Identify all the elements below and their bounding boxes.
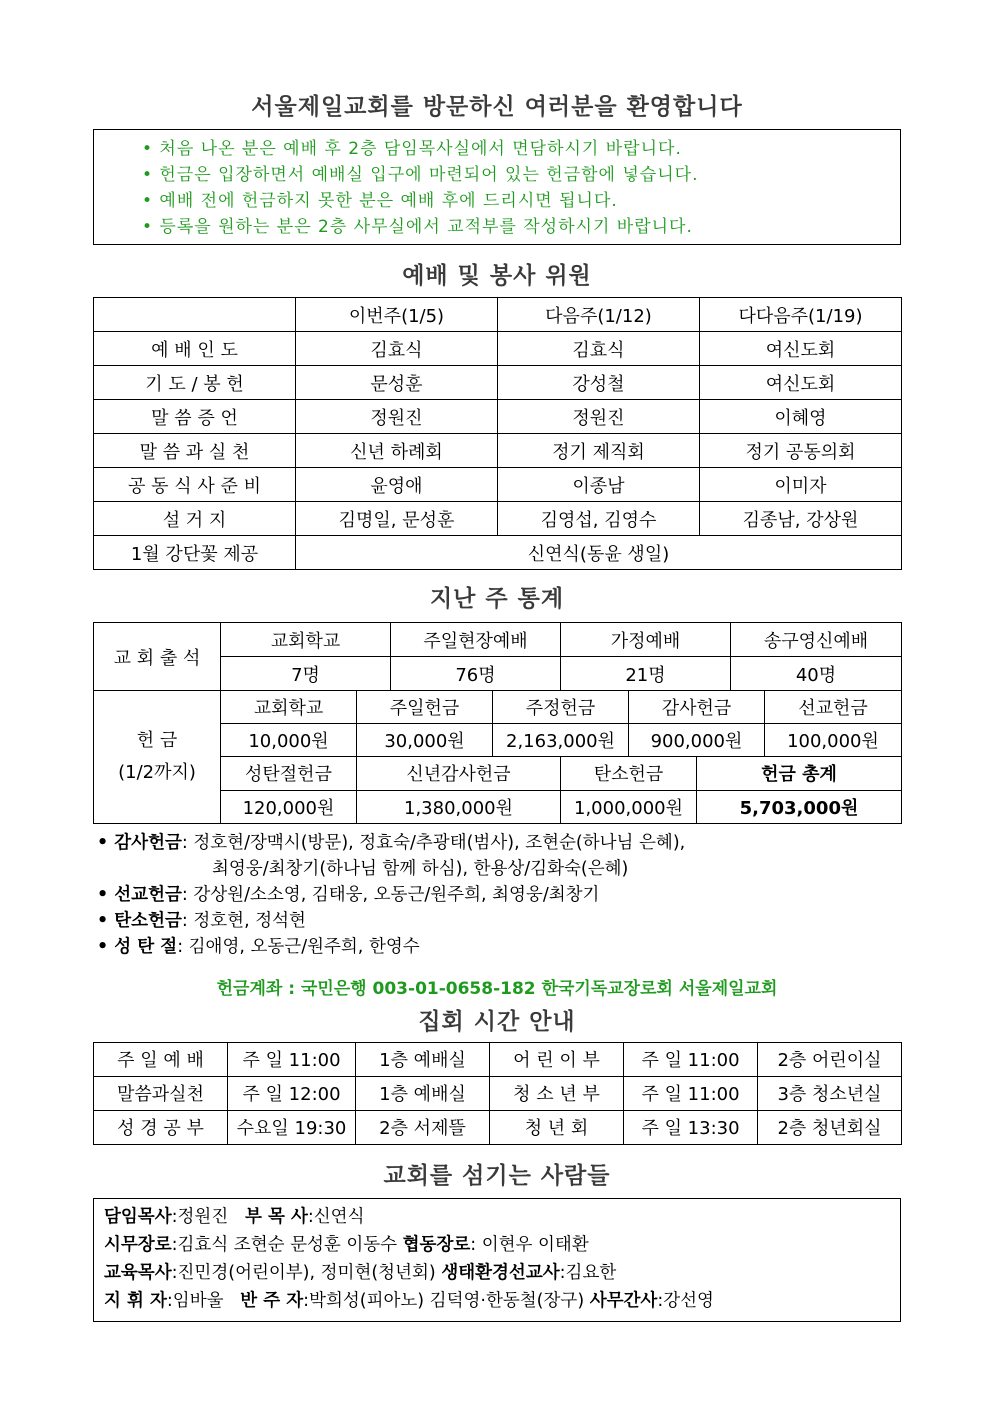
staff-role: 협동장로 bbox=[402, 1234, 471, 1255]
meeting-name: 말씀과실천 bbox=[94, 1076, 228, 1110]
table-row bbox=[94, 1076, 902, 1110]
table-cell: 2,163,000원 bbox=[493, 723, 629, 756]
table-cell: 7명 bbox=[221, 657, 391, 691]
table-cell: 120,000원 bbox=[221, 790, 357, 823]
role-cell: 기 도 / 봉 헌 bbox=[94, 366, 296, 400]
table-cell: 김명일, 문성훈 bbox=[296, 502, 498, 536]
staff-names: :신연식 bbox=[307, 1206, 365, 1227]
table-cell: 40명 bbox=[731, 657, 902, 691]
note-text: : 정호현/장맥시(방문), 정효숙/추광태(범사), 조현순(하나님 은혜), bbox=[181, 832, 686, 853]
meeting-place: 2층 서제뜰 bbox=[356, 1110, 490, 1144]
table-header: 다음주(1/12) bbox=[498, 298, 700, 332]
note-label: • 성 탄 절 bbox=[97, 936, 178, 957]
meeting-time: 주 일 12:00 bbox=[228, 1076, 356, 1110]
service-table bbox=[93, 297, 902, 570]
table-row bbox=[94, 1110, 902, 1144]
meeting-time: 주 일 13:30 bbox=[624, 1110, 758, 1144]
staff-names: :박희성(피아노) 김덕영·한동철(장구) bbox=[303, 1290, 585, 1311]
meeting-place: 2층 어린이실 bbox=[758, 1042, 902, 1076]
note-carbon bbox=[93, 908, 901, 934]
table-cell: 이종남 bbox=[498, 468, 700, 502]
table-cell: 김효식 bbox=[498, 332, 700, 366]
table-cell: 윤영애 bbox=[296, 468, 498, 502]
offering-sub: (1/2까지) bbox=[118, 761, 196, 783]
staff-role: 담임목사 bbox=[104, 1206, 172, 1227]
table-cell: 정원진 bbox=[296, 400, 498, 434]
table-header: 주일헌금 bbox=[357, 690, 493, 723]
meeting-place: 1층 예배실 bbox=[356, 1042, 490, 1076]
note-thanks bbox=[93, 830, 901, 856]
note-label: • 감사헌금 bbox=[97, 832, 182, 853]
staff-role: 생태환경선교사 bbox=[441, 1262, 560, 1283]
total-header: 헌금 총계 bbox=[697, 756, 902, 790]
meeting-time: 주 일 11:00 bbox=[624, 1042, 758, 1076]
attendance-table bbox=[93, 622, 902, 691]
role-cell: 말 씀 증 언 bbox=[94, 400, 296, 434]
staff-role: 시무장로 bbox=[104, 1234, 172, 1255]
table-header: 주일현장예배 bbox=[391, 623, 561, 657]
table-header: 감사헌금 bbox=[629, 690, 765, 723]
staff-title: 교회를 섬기는 사람들 bbox=[383, 1162, 611, 1189]
staff-names: :정원진 bbox=[171, 1206, 229, 1227]
table-row bbox=[94, 1042, 902, 1076]
table-row bbox=[94, 536, 902, 570]
table-header: 이번주(1/5) bbox=[296, 298, 498, 332]
meetings-title: 집회 시간 안내 bbox=[418, 1008, 576, 1035]
table-header: 송구영신예배 bbox=[731, 623, 902, 657]
table-header: 주정헌금 bbox=[493, 690, 629, 723]
table-cell: 이혜영 bbox=[700, 400, 902, 434]
note-text: : 정호현, 정석현 bbox=[181, 910, 306, 931]
table-cell: 문성훈 bbox=[296, 366, 498, 400]
staff-names: :임바울 bbox=[166, 1290, 224, 1311]
staff-names: :김요한 bbox=[559, 1262, 617, 1283]
table-cell: 정원진 bbox=[498, 400, 700, 434]
bulletin-page bbox=[93, 88, 901, 1322]
attendance-label: 교 회 출 석 bbox=[94, 623, 221, 691]
table-header bbox=[94, 298, 296, 332]
offering-notes bbox=[93, 830, 901, 960]
table-cell: 신년 하례회 bbox=[296, 434, 498, 468]
meetings-table bbox=[93, 1042, 902, 1145]
table-cell: 김종남, 강상원 bbox=[700, 502, 902, 536]
offering-label: 헌 금 bbox=[136, 729, 178, 751]
staff-role: 반 주 자 bbox=[240, 1290, 304, 1311]
role-cell: 설 거 지 bbox=[94, 502, 296, 536]
table-cell: 김영섭, 김영수 bbox=[498, 502, 700, 536]
meeting-name: 청 소 년 부 bbox=[490, 1076, 624, 1110]
staff-role: 부 목 사 bbox=[244, 1206, 308, 1227]
table-cell: 여신도회 bbox=[700, 366, 902, 400]
table-cell: 여신도회 bbox=[700, 332, 902, 366]
meeting-name: 주 일 예 배 bbox=[94, 1042, 228, 1076]
table-cell: 900,000원 bbox=[629, 723, 765, 756]
welcome-item: • 헌금은 입장하면서 예배실 입구에 마련되어 있는 헌금함에 넣습니다. bbox=[142, 165, 699, 185]
table-row bbox=[94, 690, 902, 723]
table-row bbox=[94, 623, 902, 657]
note-christmas bbox=[93, 934, 901, 960]
table-header: 선교헌금 bbox=[765, 690, 902, 723]
meeting-place: 3층 청소년실 bbox=[758, 1076, 902, 1110]
meeting-name: 성 경 공 부 bbox=[94, 1110, 228, 1144]
table-header: 탄소헌금 bbox=[561, 756, 697, 790]
stats-title: 지난 주 통계 bbox=[429, 586, 565, 612]
meeting-place: 2층 청년회실 bbox=[758, 1110, 902, 1144]
table-cell: 1,380,000원 bbox=[357, 790, 561, 823]
table-row bbox=[94, 298, 902, 332]
table-cell: 이미자 bbox=[700, 468, 902, 502]
note-thanks-cont: 최영웅/최창기(하나님 함께 하심), 한용상/김화숙(은혜) bbox=[212, 858, 629, 879]
note-label: • 탄소헌금 bbox=[97, 910, 182, 931]
welcome-title: 서울제일교회를 방문하신 여러분을 환영합니다 bbox=[251, 94, 743, 120]
staff-role: 지 휘 자 bbox=[104, 1290, 167, 1311]
role-cell: 말 씀 과 실 천 bbox=[94, 434, 296, 468]
staff-line bbox=[104, 1287, 890, 1315]
staff-names: :진민경(어린이부), 정미현(청년회) bbox=[171, 1262, 436, 1283]
role-cell: 예 배 인 도 bbox=[94, 332, 296, 366]
table-cell: 10,000원 bbox=[221, 723, 357, 756]
table-cell: 김효식 bbox=[296, 332, 498, 366]
staff-role: 사무간사 bbox=[589, 1290, 658, 1311]
flower-label: 1월 강단꽃 제공 bbox=[94, 536, 296, 570]
table-header: 성탄절헌금 bbox=[221, 756, 357, 790]
table-header: 교회학교 bbox=[221, 690, 357, 723]
table-cell: 1,000,000원 bbox=[561, 790, 697, 823]
table-row bbox=[94, 332, 902, 366]
role-cell: 공 동 식 사 준 비 bbox=[94, 468, 296, 502]
table-row bbox=[94, 366, 902, 400]
staff-names: : 이현우 이태환 bbox=[470, 1234, 589, 1255]
note-mission bbox=[93, 882, 901, 908]
offering-label-cell bbox=[94, 690, 221, 823]
table-header: 다다음주(1/19) bbox=[700, 298, 902, 332]
table-cell: 정기 제직회 bbox=[498, 434, 700, 468]
total-value: 5,703,000원 bbox=[697, 790, 902, 823]
table-header: 교회학교 bbox=[221, 623, 391, 657]
table-cell: 21명 bbox=[561, 657, 731, 691]
service-title: 예배 및 봉사 위원 bbox=[402, 263, 592, 289]
staff-line bbox=[104, 1231, 890, 1259]
meeting-time: 주 일 11:00 bbox=[228, 1042, 356, 1076]
welcome-item: • 예배 전에 헌금하지 못한 분은 예배 후에 드리시면 됩니다. bbox=[142, 191, 618, 211]
table-header: 신년감사헌금 bbox=[357, 756, 561, 790]
table-row bbox=[94, 468, 902, 502]
note-label: • 선교헌금 bbox=[97, 884, 182, 905]
staff-box bbox=[93, 1198, 901, 1322]
table-row bbox=[94, 434, 902, 468]
note-text: : 강상원/소소영, 김태웅, 오동근/원주희, 최영웅/최창기 bbox=[181, 884, 600, 905]
flower-value: 신연식(동윤 생일) bbox=[296, 536, 902, 570]
offering-table bbox=[93, 690, 902, 824]
table-cell: 정기 공동의회 bbox=[700, 434, 902, 468]
table-cell: 30,000원 bbox=[357, 723, 493, 756]
meeting-time: 주 일 11:00 bbox=[624, 1076, 758, 1110]
table-row bbox=[94, 502, 902, 536]
welcome-box bbox=[93, 129, 901, 245]
meeting-name: 어 린 이 부 bbox=[490, 1042, 624, 1076]
welcome-item: • 처음 나온 분은 예배 후 2층 담임목사실에서 면담하시기 바랍니다. bbox=[142, 139, 682, 159]
meeting-name: 청 년 회 bbox=[490, 1110, 624, 1144]
note-text: : 김애영, 오동근/원주희, 한영수 bbox=[177, 936, 420, 957]
table-cell: 76명 bbox=[391, 657, 561, 691]
staff-names: :김효식 조현순 문성훈 이동수 bbox=[171, 1234, 398, 1255]
meeting-place: 1층 예배실 bbox=[356, 1076, 490, 1110]
table-cell: 100,000원 bbox=[765, 723, 902, 756]
staff-line bbox=[104, 1259, 890, 1287]
staff-names: :강선영 bbox=[657, 1290, 714, 1311]
staff-line bbox=[104, 1203, 890, 1231]
table-cell: 강성철 bbox=[498, 366, 700, 400]
staff-role: 교육목사 bbox=[104, 1262, 172, 1283]
account-info: 헌금계좌 : 국민은행 003-01-0658-182 한국기독교장로회 서울제일교회 bbox=[216, 978, 778, 999]
meeting-time: 수요일 19:30 bbox=[228, 1110, 356, 1144]
welcome-item: • 등록을 원하는 분은 2층 사무실에서 교적부를 작성하시기 바랍니다. bbox=[142, 217, 693, 237]
table-header: 가정예배 bbox=[561, 623, 731, 657]
table-row bbox=[94, 400, 902, 434]
